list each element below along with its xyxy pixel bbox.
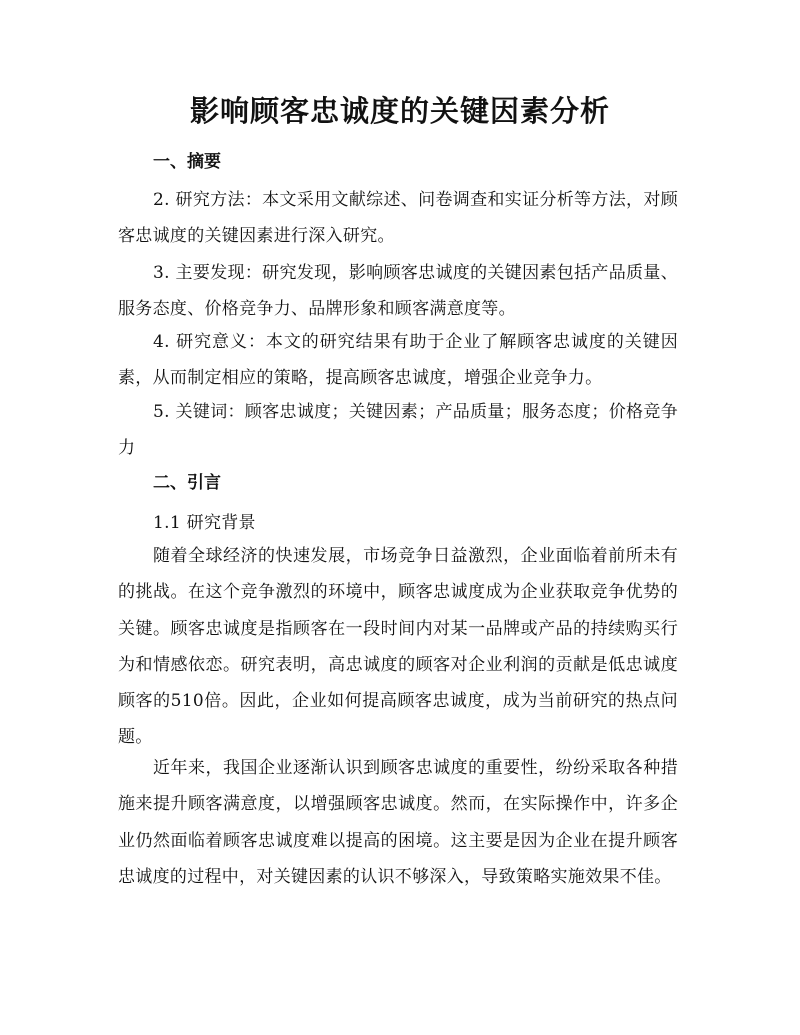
background-paragraph-2: 近年来，我国企业逐渐认识到顾客忠诚度的重要性，纷纷采取各种措施来提升顾客满意度，以增强顾客忠诚度。然而，在实际操作中，许多企业仍然面临着顾客忠诚度难以提高的困境。这主要是因为企业在提升顾客忠诚度的过程中，对关键因素的认识不够深入，导致策略实施效果不佳。 xyxy=(118,758,678,887)
abstract-paragraph-method: 2. 研究方法：本文采用文献综述、问卷调查和实证分析等方法，对顾客忠诚度的关键因素进行深入研究。 xyxy=(118,190,678,247)
section-heading-introduction: 二、引言 xyxy=(153,473,221,493)
document-title: 影响顾客忠诚度的关键因素分析 xyxy=(189,94,610,128)
subsection-heading-background: 1.1 研究背景 xyxy=(153,513,256,533)
abstract-paragraph-significance: 4. 研究意义：本文的研究结果有助于企业了解顾客忠诚度的关键因素，从而制定相应的策略，提高顾客忠诚度，增强企业竞争力。 xyxy=(118,332,678,389)
background-paragraph-1: 随着全球经济的快速发展，市场竞争日益激烈，企业面临着前所未有的挑战。在这个竞争激烈的环境中，顾客忠诚度成为企业获取竞争优势的关键。顾客忠诚度是指顾客在一段时间内对某一品牌或产品的持续购买行为和情感依恋。研究表明，高忠诚度的顾客对企业利润的贡献是低忠诚度顾客的510倍。因此，企业如何提高顾客忠诚度，成为当前研究的热点问题。 xyxy=(118,546,678,748)
section-heading-abstract: 一、摘要 xyxy=(153,152,221,172)
abstract-paragraph-findings: 3. 主要发现：研究发现，影响顾客忠诚度的关键因素包括产品质量、服务态度、价格竞争力、品牌形象和顾客满意度等。 xyxy=(118,263,678,320)
abstract-paragraph-keywords: 5. 关键词：顾客忠诚度；关键因素；产品质量；服务态度；价格竞争力 xyxy=(118,402,678,459)
